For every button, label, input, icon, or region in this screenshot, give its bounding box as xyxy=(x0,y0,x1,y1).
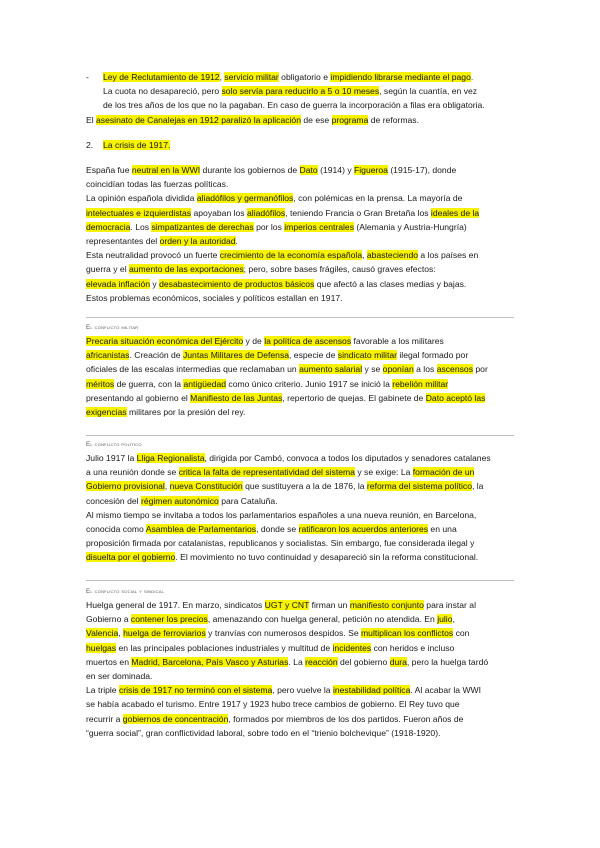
text-run: Esta neutralidad provocó un fuerte xyxy=(86,250,220,261)
text-run: , xyxy=(452,614,455,625)
highlighted-text: huelgas xyxy=(86,642,117,653)
text-line xyxy=(86,641,514,655)
text-run: a una reunión donde se xyxy=(86,467,179,478)
text-run: , formados por miembros de los dos partidos. Fueron años de xyxy=(228,713,464,724)
text-run: La triple xyxy=(86,685,119,696)
highlighted-text: Valencia xyxy=(86,628,119,639)
text-line xyxy=(86,465,514,479)
highlighted-text: desabastecimiento de productos básicos xyxy=(159,278,315,289)
text-run: que sustituyera a la de 1876, la xyxy=(242,481,367,492)
highlighted-text: Lliga Regionalista xyxy=(136,453,205,463)
section-heading xyxy=(86,138,514,152)
text-line xyxy=(86,598,514,612)
text-run: , amenazando con huelga general, petición no atendida. En xyxy=(207,614,438,625)
text-run: recurrir a xyxy=(86,713,123,724)
text-line xyxy=(86,655,514,669)
text-run: del gobierno xyxy=(337,656,390,667)
text-run: , según la cuantía, en vez xyxy=(379,86,478,97)
highlighted-text: contener los precios xyxy=(130,614,208,625)
text-run: en una xyxy=(428,524,457,535)
text-line xyxy=(86,612,514,626)
social-heading: El conflicto social y sindical xyxy=(86,588,165,595)
text-run: con xyxy=(453,628,470,639)
text-line xyxy=(86,262,514,276)
text-run: en ser dominada. xyxy=(86,671,153,682)
highlighted-text: orden y la autoridad xyxy=(159,236,236,247)
text-run: representantes del xyxy=(86,236,160,247)
text-run: . La xyxy=(288,656,306,667)
highlighted-text: Juntas Militares de Defensa xyxy=(182,350,290,361)
political-heading: El conflicto político xyxy=(86,441,142,448)
text-run: y se xyxy=(362,364,383,375)
highlighted-text: formación de un xyxy=(412,467,475,478)
highlighted-text: gobiernos de concentración xyxy=(122,713,229,724)
text-run: “guerra social”, gran conflictividad laboral, sobre todo en el “trienio bolchevique” (1918-1920). xyxy=(86,727,441,738)
text-run: Huelga general de 1917. En marzo, sindicatos xyxy=(86,600,265,610)
text-line xyxy=(86,669,514,683)
military-section xyxy=(86,322,514,419)
text-run: , donde se xyxy=(256,524,299,535)
text-line xyxy=(86,522,514,536)
text-line xyxy=(86,536,514,550)
text-run: . Los xyxy=(130,221,152,232)
text-run: obligatorio e xyxy=(278,72,331,82)
text-run: . Creación de xyxy=(129,350,183,361)
text-run: ; pero, sobre bases frágiles, causó graves efectos: xyxy=(243,264,436,275)
highlighted-text: rebelión militar xyxy=(392,378,449,389)
text-run: , pero vuelve la xyxy=(272,685,333,696)
highlighted-text: ratificaron los acuerdos anteriores xyxy=(298,524,429,535)
text-line xyxy=(86,291,514,305)
text-run: (Alemania y Austria-Hungría) xyxy=(354,221,467,232)
text-run: y de xyxy=(243,336,265,346)
highlighted-text: elevada inflación xyxy=(86,278,151,289)
highlighted-text: UGT y CNT xyxy=(264,600,310,610)
bullet-line xyxy=(103,70,514,84)
highlighted-text: Dato xyxy=(299,165,318,175)
highlighted-text: aumento salarial xyxy=(299,364,363,375)
highlighted-text: manifiesto conjunto xyxy=(349,600,424,610)
highlighted-text: africanistas xyxy=(86,350,130,361)
highlighted-text: imperios centrales xyxy=(284,221,354,232)
highlighted-text: Figueroa xyxy=(354,165,388,175)
highlighted-text: simpatizantes de derechas xyxy=(151,221,254,232)
text-run: , repertorio de quejas. El gabinete de xyxy=(282,392,426,403)
text-run: en las principales poblaciones industriales y multitud de xyxy=(116,642,333,653)
highlighted-text: oponían xyxy=(382,364,414,375)
text-run: , xyxy=(219,72,225,82)
text-run: Estos problemas económicos, sociales y políticos estallan en 1917. xyxy=(86,292,343,303)
text-line xyxy=(86,494,514,508)
text-run: a los xyxy=(413,364,437,375)
text-run: con heridos e incluso xyxy=(371,642,455,653)
highlighted-text: multiplican los conflictos xyxy=(361,628,454,639)
text-run: durante los gobiernos de xyxy=(200,165,300,175)
text-run: (1915-17), donde xyxy=(387,165,457,175)
intro-block xyxy=(86,70,514,127)
highlighted-text: aliadófilos y germanófilos xyxy=(196,193,294,204)
text-run: y xyxy=(150,278,160,289)
divider xyxy=(86,317,514,318)
text-run: militares por la presión del rey. xyxy=(126,407,246,418)
highlighted-text: impidiendo librarse mediante el pago xyxy=(330,72,471,82)
highlighted-text: nueva Constitución xyxy=(169,481,243,492)
military-body xyxy=(86,334,514,419)
text-run: , pero la huelga tardó xyxy=(406,656,489,667)
social-body xyxy=(86,598,514,740)
text-line xyxy=(86,348,514,362)
highlighted-text: sindicato militar xyxy=(337,350,397,361)
text-run: ilegal formado por xyxy=(397,350,469,361)
highlighted-text: inestabilidad política xyxy=(332,685,411,696)
text-run: , dirigida por Cambó, convoca a todos los diputados y senadores catalanes xyxy=(204,453,491,463)
highlighted-text: solo servía para reducirlo a 5 o 10 meses xyxy=(221,86,380,97)
text-run: como único criterio. Junio 1917 se inició la xyxy=(226,378,393,389)
highlighted-text: ideales de la xyxy=(430,207,480,218)
text-run: . El movimiento no tuvo continuidad y desapareció sin la reforma constitucional. xyxy=(175,552,479,563)
text-line xyxy=(86,163,514,177)
highlighted-text: ascensos xyxy=(436,364,473,375)
highlighted-text: neutral en la WWI xyxy=(131,165,201,175)
highlighted-text: critica la falta de representatividad del sistema xyxy=(178,467,355,478)
text-line xyxy=(86,334,514,348)
text-line xyxy=(86,683,514,697)
text-run: , xyxy=(362,250,367,261)
text-run: de ese xyxy=(301,114,332,125)
text-run: oficiales de las escalas intermedias que reclamaban un xyxy=(86,364,300,375)
divider xyxy=(86,580,514,581)
text-run: favorable a los militares xyxy=(351,336,444,346)
text-run: por los xyxy=(253,221,285,232)
text-run: presentando al gobierno el xyxy=(86,392,191,403)
text-run: , xyxy=(164,481,170,492)
section2-body xyxy=(86,163,514,305)
text-run: La opinión española dividida xyxy=(86,193,197,204)
highlighted-text: reforma del sistema político xyxy=(366,481,472,492)
highlighted-text: méritos xyxy=(86,378,115,389)
text-line xyxy=(86,626,514,640)
text-line xyxy=(86,697,514,711)
highlighted-text: reacción xyxy=(305,656,338,667)
text-line xyxy=(86,248,514,262)
text-run: que afectó a las clases medias y bajas. xyxy=(314,278,467,289)
section-title: La crisis de 1917. xyxy=(103,140,171,150)
text-run: Gobierno a xyxy=(86,614,131,625)
highlighted-text: huelga de ferroviarios xyxy=(123,628,206,639)
bullet-dash: - xyxy=(86,72,89,82)
highlighted-text: Asamblea de Parlamentarios xyxy=(145,524,257,535)
text-run: y tranvías con numerosos despidos. Se xyxy=(205,628,362,639)
highlighted-text: antigüedad xyxy=(183,378,227,389)
text-run: a los países en xyxy=(418,250,479,261)
highlighted-text: aumento de las exportaciones xyxy=(129,264,244,275)
text-line xyxy=(86,508,514,522)
text-run: . Al acabar la WWI xyxy=(410,685,482,696)
highlighted-text: dura xyxy=(389,656,407,667)
text-line xyxy=(86,234,514,248)
text-line xyxy=(86,377,514,391)
text-line xyxy=(86,451,514,465)
text-run: Julio 1917 la xyxy=(86,453,137,463)
text-line xyxy=(86,391,514,405)
text-run: se había acabado el turismo. Entre 1917 y 1923 hubo trece cambios de gobierno. El Rey tuvo que xyxy=(86,699,460,710)
text-line xyxy=(86,277,514,291)
text-line xyxy=(86,362,514,376)
text-line xyxy=(86,206,514,220)
text-run: apoyaban los xyxy=(191,207,247,218)
highlighted-text: democracia xyxy=(86,221,131,232)
highlighted-text: abasteciendo xyxy=(366,250,419,261)
text-run: . xyxy=(470,72,474,82)
text-run: La cuota no desapareció, pero xyxy=(103,86,222,97)
text-run: coincidían todas las fuerzas políticas. xyxy=(86,179,229,190)
text-run: (1914) y xyxy=(317,165,355,175)
text-run: España fue xyxy=(86,165,132,175)
social-section xyxy=(86,586,514,740)
highlighted-text: crecimiento de la economía española xyxy=(219,250,363,261)
text-run: guerra y el xyxy=(86,264,129,275)
highlighted-text: programa xyxy=(331,114,369,125)
highlighted-text: la política de ascensos xyxy=(264,336,352,346)
text-run: para Cataluña. xyxy=(218,495,278,506)
divider xyxy=(86,435,514,436)
highlighted-text: Precaria situación económica del Ejército xyxy=(86,336,244,346)
political-body xyxy=(86,451,514,565)
highlighted-text: intelectuales e izquierdistas xyxy=(86,207,192,218)
highlighted-text: régimen autonómico xyxy=(140,495,219,506)
text-run: . xyxy=(235,236,238,247)
highlighted-text: Dato aceptó las xyxy=(425,392,486,403)
highlighted-text: servicio militar xyxy=(224,72,279,82)
section-number: 2. xyxy=(86,140,94,150)
text-line xyxy=(86,550,514,564)
highlighted-text: asesinato de Canalejas en 1912 paralizó la aplicación xyxy=(96,114,301,125)
highlighted-text: Manifiesto de las Juntas xyxy=(190,392,283,403)
highlighted-text: crisis de 1917 no terminó con el sistema xyxy=(118,685,273,696)
text-run: conocida como xyxy=(86,524,146,535)
text-line xyxy=(86,220,514,234)
text-run: por xyxy=(473,364,488,375)
text-line xyxy=(86,405,514,419)
text-line xyxy=(86,726,514,740)
bullet-line xyxy=(103,98,514,112)
highlighted-text: julio xyxy=(437,614,453,625)
intro-closing xyxy=(86,113,514,127)
political-section xyxy=(86,439,514,565)
text-run: de reformas. xyxy=(368,114,419,125)
text-run: Al mismo tiempo se invitaba a todos los parlamentarios españoles a una nueva reunión, en Barcelona, xyxy=(86,509,477,520)
text-run: , especie de xyxy=(289,350,338,361)
text-run: , teniendo Francia o Gran Bretaña los xyxy=(285,207,431,218)
text-run: y se exige: La xyxy=(354,467,413,478)
text-run: , la xyxy=(472,481,484,492)
text-line xyxy=(86,177,514,191)
text-run: , con polémicas en la prensa. La mayoría de xyxy=(293,193,463,204)
text-line xyxy=(86,191,514,205)
bullet-line xyxy=(103,84,514,98)
text-run: de los tres años de los que no la pagaban. En caso de guerra la incorporación a filas era obligatoria. xyxy=(103,100,485,111)
text-run: concesión del xyxy=(86,495,141,506)
highlighted-text: Gobierno provisional xyxy=(86,481,165,492)
highlighted-text: exigencias xyxy=(86,407,127,418)
text-line xyxy=(86,712,514,726)
highlighted-text: disuelta por el gobierno xyxy=(86,552,176,563)
highlighted-text: incidentes xyxy=(332,642,372,653)
military-heading: El conflicto militar xyxy=(86,324,139,331)
highlighted-text: Ley de Reclutamiento de 1912 xyxy=(103,72,220,82)
text-run: El xyxy=(86,114,97,125)
text-run: de guerra, con la xyxy=(114,378,184,389)
highlighted-text: Madrid, Barcelona, País Vasco y Asturias xyxy=(131,656,289,667)
bullet-item xyxy=(86,70,514,113)
text-line xyxy=(86,479,514,493)
text-run: para instar al xyxy=(423,600,476,610)
highlighted-text: aliadófilos xyxy=(247,207,286,218)
text-run: firman un xyxy=(309,600,350,610)
text-run: proposición firmada por catalanistas, republicanos y socialistas. Sin embargo, fue considerada ilegal y xyxy=(86,538,475,549)
text-run: muertos en xyxy=(86,656,132,667)
text-run: , xyxy=(118,628,124,639)
